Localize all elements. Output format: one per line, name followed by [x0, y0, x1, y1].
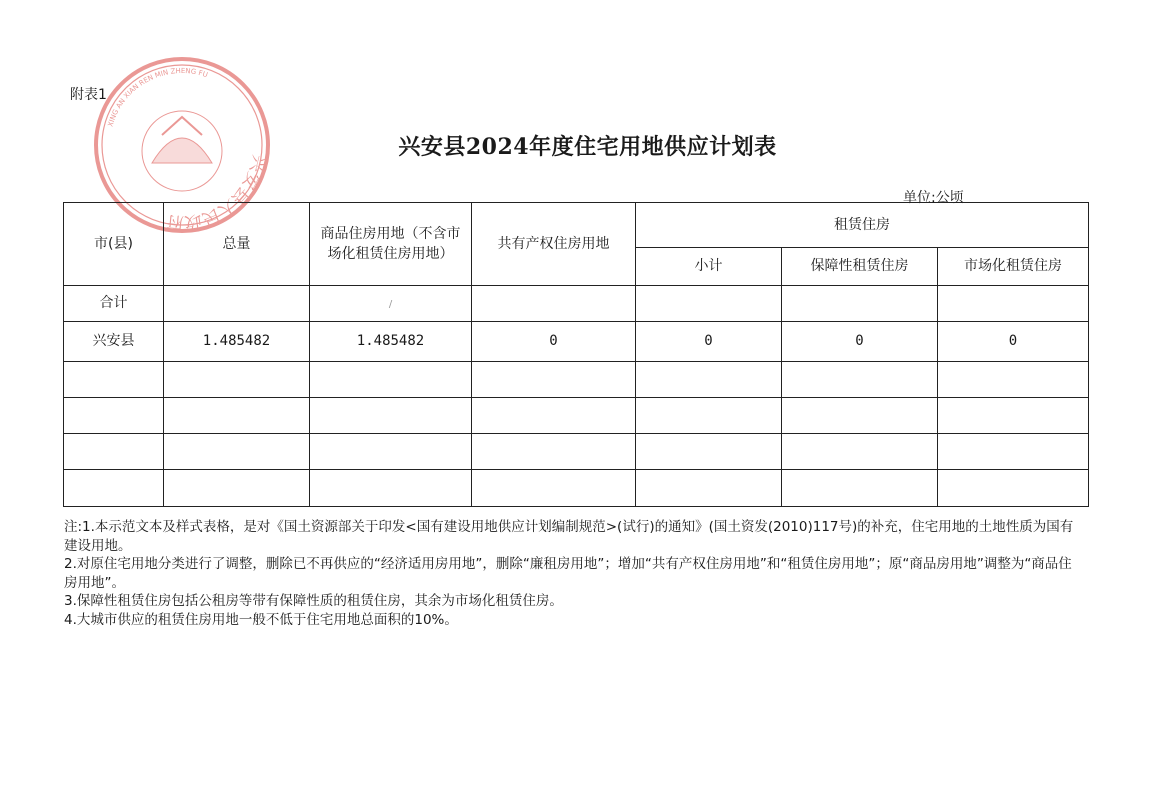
page-title: 兴安县2024年度住宅用地供应计划表	[398, 134, 777, 160]
header-rental-subtotal: 小计	[636, 248, 782, 286]
cell-empty	[164, 286, 310, 322]
note-2: 2.对原住宅用地分类进行了调整，删除已不再供应的“经济适用房用地”，删除“廉租房用地”；增加“共有产权住房用地”和“租赁住房用地”；原“商品房用地”调整为“商品住房用地”。	[64, 556, 1072, 591]
table-row	[64, 322, 1089, 362]
note-1: 注:1.本示范文本及样式表格，是对《国土资源部关于印发<国有建设用地供应计划编制规范>(试行)的通知》(国土资发(2010)117号)的补充，住宅用地的土地性质为国有建设用地。	[64, 519, 1074, 554]
cell-rental-subtotal: 0	[636, 322, 782, 362]
unit-label: 单位:公顷	[903, 190, 964, 206]
note-3: 3.保障性租赁住房包括公租房等带有保障性质的租赁住房，其余为市场化租赁住房。	[64, 593, 563, 609]
cell-commercial: 1.485482	[310, 322, 472, 362]
cell-shared: 0	[472, 322, 636, 362]
header-shared: 共有产权住房用地	[472, 203, 636, 286]
seal-text: 兴安县人民政府	[165, 152, 269, 233]
note-4: 4.大城市供应的租赁住房用地一般不低于住宅用地总面积的10%。	[64, 611, 458, 628]
cell-empty	[472, 286, 636, 322]
header-total: 总量	[164, 203, 310, 286]
cell-rental-market: 0	[938, 322, 1089, 362]
cell-total-label: 合计	[64, 286, 164, 322]
annex-label: 附表1	[70, 87, 107, 103]
header-row-1	[64, 203, 1089, 248]
supply-plan-table	[63, 202, 1089, 507]
seal-pinyin: XING AN XIAN REN MIN ZHENG FU	[106, 66, 209, 128]
header-commercial: 商品住房用地（不含市场化租赁住房用地）	[310, 203, 472, 286]
cell-total: 1.485482	[164, 322, 310, 362]
table-row-empty	[64, 362, 1089, 398]
cell-empty	[938, 286, 1089, 322]
cell-rental-affordable: 0	[782, 322, 938, 362]
table-row-empty	[64, 398, 1089, 434]
header-rental-affordable: 保障性租赁住房	[782, 248, 938, 286]
header-rental: 租赁住房	[636, 203, 1089, 248]
cell-empty	[636, 286, 782, 322]
cell-total-mark	[310, 286, 472, 322]
header-rental-market: 市场化租赁住房	[938, 248, 1089, 286]
notes-section	[64, 518, 1084, 629]
header-city: 市(县)	[64, 203, 164, 286]
slash-mark: /	[388, 299, 393, 311]
cell-empty	[782, 286, 938, 322]
table-row-empty	[64, 470, 1089, 507]
table-row-total	[64, 286, 1089, 322]
cell-city: 兴安县	[64, 322, 164, 362]
table-row-empty	[64, 434, 1089, 470]
svg-text:XING AN XIAN REN MIN ZHENG FU	[106, 67, 208, 128]
